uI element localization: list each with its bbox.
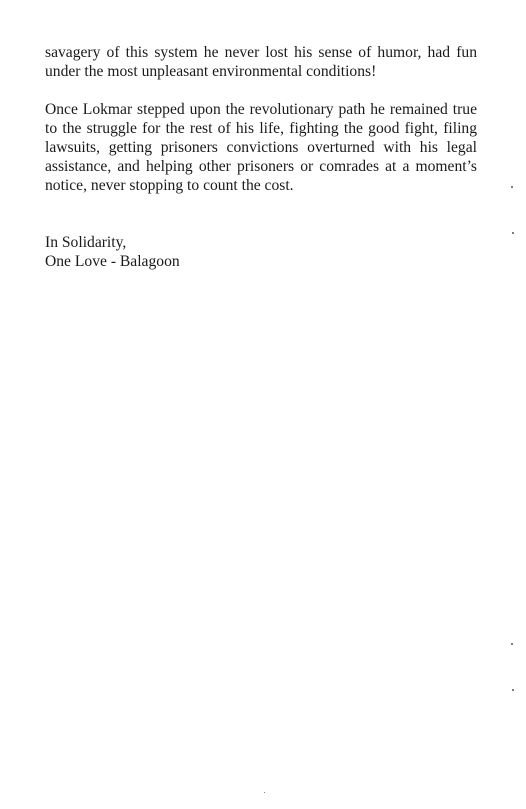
paragraph-continuation: savagery of this system he never lost his sense of humor, had fun under the most unpleasant environmental conditions! bbox=[45, 44, 477, 80]
scan-speck bbox=[512, 689, 514, 691]
scan-speck bbox=[264, 792, 265, 793]
scan-speck bbox=[512, 232, 514, 234]
scan-speck bbox=[511, 643, 513, 645]
salutation: In Solidarity, bbox=[45, 234, 127, 251]
scan-speck bbox=[511, 186, 513, 188]
closing-block bbox=[45, 233, 477, 271]
paragraph-lokmar: Once Lokmar stepped upon the revolutionary path he remained true to the struggle for the rest of his life, fighting the good fight, filing lawsuits, getting prisoners convictions overturned with his legal assistance, and helping other prisoners or comrades at a moment’s notice, never stopping to count the cost. bbox=[45, 101, 477, 194]
signature: One Love - Balagoon bbox=[45, 253, 180, 270]
